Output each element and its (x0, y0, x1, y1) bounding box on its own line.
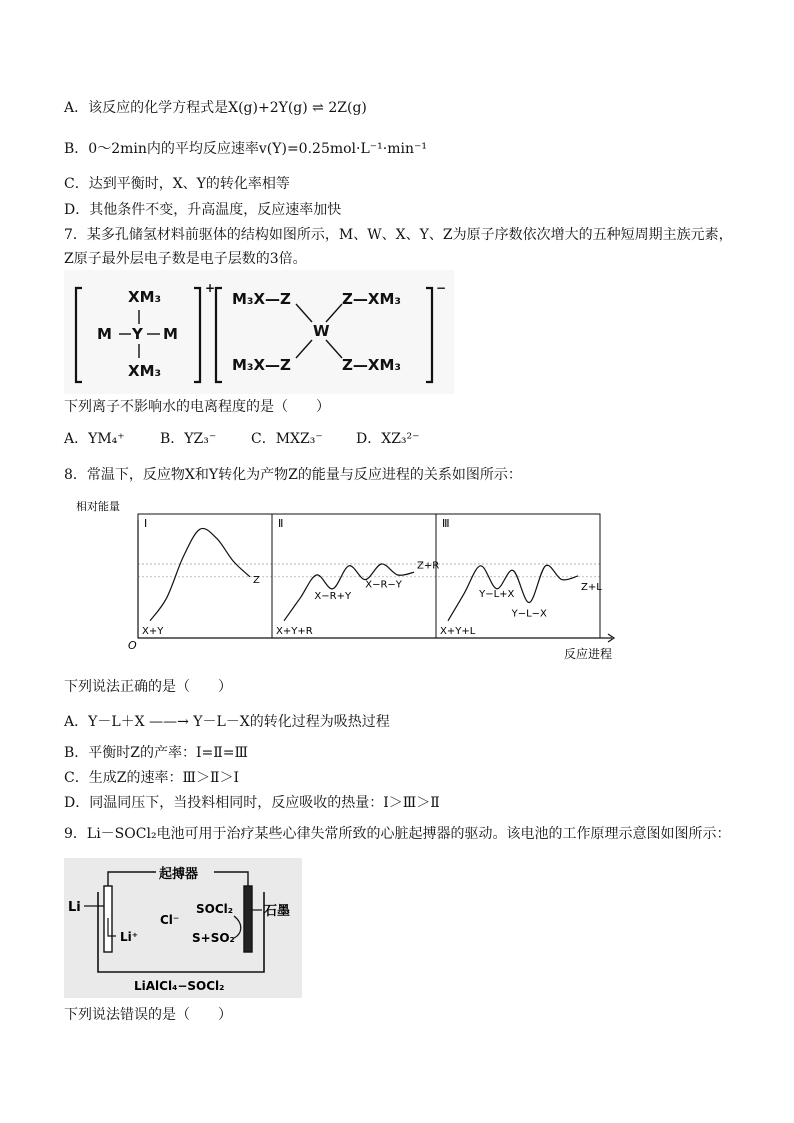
q8-stem: 8．常温下，反应物X和Y转化为产物Z的能量与反应进程的关系如图所示： (64, 467, 522, 483)
species-label: X−R+Y (314, 590, 352, 602)
q8-question: 下列说法正确的是（ ） (64, 679, 232, 695)
q6-option-d: D．其他条件不变，升高温度，反应速率加快 (64, 202, 342, 218)
species-label: Z+R (417, 560, 440, 572)
panel-frame (138, 514, 272, 638)
device-label: 起搏器 (159, 867, 199, 882)
product-label: S+SO₂ (192, 931, 235, 945)
anion-bottom-left: M₃X—Z (232, 356, 291, 374)
species-label: Z+L (581, 581, 602, 593)
q7-question: 下列离子不影响水的电离程度的是（ ） (64, 399, 330, 415)
q7-option-b: B．YZ₃⁻ (160, 431, 217, 447)
q7-option-d: D．XZ₃²⁻ (356, 431, 420, 447)
cation-center: Y (132, 325, 143, 343)
q6-option-a: A．该反应的化学方程式是X(g)+2Y(g) ⇌ 2Z(g) (64, 100, 367, 116)
anion-top-right: Z—XM₃ (342, 290, 401, 308)
reactant-label: SOCl₂ (196, 902, 234, 916)
q9-stem: 9．Li－SOCl₂电池可用于治疗某些心律失常所致的心脏起搏器的驱动。该电池的工作原理示意图如图所示： (64, 826, 731, 842)
panel-name: Ⅱ (278, 517, 284, 530)
chart-origin: O (128, 639, 137, 652)
panel-name: Ⅲ (442, 517, 450, 530)
q6-option-b: B．0～2min内的平均反应速率v(Y)=0.25mol·L⁻¹·min⁻¹ (64, 141, 428, 157)
q7-option-a: A．YM₄⁺ (64, 431, 125, 447)
q7-option-c: C．MXZ₃⁻ (251, 431, 323, 447)
q7-stem-line1: 7．某多孔储氢材料前驱体的结构如图所示，M、W、X、Y、Z为原子序数依次增大的五种短周期主族元素， (64, 227, 733, 243)
li-ion-label: Li⁺ (120, 930, 139, 944)
cation-top: XM₃ (128, 288, 162, 306)
species-label: X+Y+L (440, 626, 476, 637)
anion-top-left: M₃X—Z (232, 290, 291, 308)
panel-frame (272, 514, 436, 638)
cathode-label: 石墨 (264, 904, 291, 919)
species-label: Y−L+X (479, 588, 515, 600)
species-label: X+Y (142, 626, 164, 637)
energy-chart (64, 494, 624, 666)
q8-option-d: D．同温同压下，当投料相同时，反应吸收的热量：Ⅰ＞Ⅲ＞Ⅱ (64, 795, 440, 811)
anion-bottom-right: Z—XM₃ (342, 356, 401, 374)
q6-option-c: C．达到平衡时，X、Y的转化率相等 (64, 176, 290, 192)
anode-label: Li (68, 900, 81, 915)
species-label: Y−L−X (511, 608, 547, 620)
energy-curve (150, 528, 250, 620)
species-label: Z (253, 574, 260, 586)
q8-option-b: B．平衡时Z的产率：Ⅰ=Ⅱ=Ⅲ (64, 745, 249, 761)
species-label: X−R−Y (365, 579, 402, 591)
graphite-electrode (244, 886, 252, 952)
anion-center: W (313, 322, 330, 340)
structure-figure (64, 270, 454, 394)
q8-option-a: A．Y－L＋X ——→ Y－L－X的转化过程为吸热过程 (64, 714, 390, 730)
electrolyte-label: LiAlCl₄−SOCl₂ (134, 979, 225, 993)
q7-stem-line2: Z原子最外层电子数是电子层数的3倍。 (64, 251, 307, 267)
q9-question: 下列说法错误的是（ ） (64, 1007, 232, 1023)
battery-diagram (64, 858, 302, 998)
chart-ylabel: 相对能量 (76, 500, 120, 513)
cation-charge: + (205, 281, 216, 295)
species-label: X+Y+R (276, 626, 313, 637)
anion-charge: − (436, 281, 447, 295)
cation-right: M (163, 325, 178, 343)
cl-ion-label: Cl⁻ (160, 913, 180, 927)
q8-option-c: C．生成Z的速率：Ⅲ＞Ⅱ＞Ⅰ (64, 770, 239, 786)
cation-left: M (97, 325, 112, 343)
cation-bottom: XM₃ (128, 362, 162, 380)
panel-name: Ⅰ (144, 517, 148, 530)
chart-xlabel: 反应进程 (564, 647, 613, 661)
